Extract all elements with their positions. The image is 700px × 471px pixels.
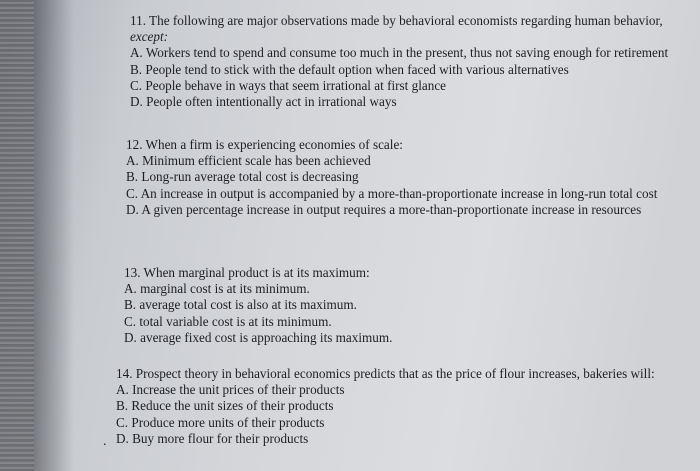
question-12-option-a[interactable]: A. Minimum efficient scale has been achieved bbox=[126, 153, 371, 169]
question-11-option-b[interactable]: B. People tend to stick with the default option when faced with various alternatives bbox=[130, 61, 569, 77]
question-11-option-d[interactable]: D. People often intentionally act in irrational ways bbox=[130, 94, 397, 110]
question-13-option-a[interactable]: A. marginal cost is at its minimum. bbox=[124, 281, 310, 297]
question-12-option-b[interactable]: B. Long-run average total cost is decreasing bbox=[126, 169, 359, 185]
question-12-option-c[interactable]: C. An increase in output is accompanied by a more-than-proportionate increase in long-run total cost bbox=[126, 185, 658, 201]
question-12-stem: 12. When a firm is experiencing economies of scale: bbox=[126, 137, 403, 152]
question-13-option-c[interactable]: C. total variable cost is at its minimum. bbox=[124, 313, 332, 329]
question-11-option-a[interactable]: A. Workers tend to spend and consume too much in the present, thus not saving enough for retirement bbox=[130, 45, 669, 61]
question-14-option-a[interactable]: A. Increase the unit prices of their products bbox=[116, 382, 345, 398]
exam-page bbox=[64, 0, 700, 471]
question-12-option-d[interactable]: D. A given percentage increase in output requires a more-than-proportionate increase in resources bbox=[126, 201, 642, 217]
question-14-stem: 14. Prospect theory in behavioral economics predicts that as the price of flour increases, bakeries will: bbox=[116, 366, 655, 381]
question-11-emphasis: except: bbox=[130, 29, 169, 45]
question-12 bbox=[126, 137, 684, 218]
question-14-option-c[interactable]: C. Produce more units of their products bbox=[116, 414, 325, 430]
question-13-option-d[interactable]: D. average fixed cost is approaching its maximum. bbox=[124, 329, 393, 345]
question-13-option-b[interactable]: B. average total cost is also at its maximum. bbox=[124, 297, 357, 313]
question-13 bbox=[124, 265, 664, 346]
question-14-option-b[interactable]: B. Reduce the unit sizes of their products bbox=[116, 398, 334, 414]
question-13-stem: 13. When marginal product is at its maximum: bbox=[124, 265, 370, 280]
question-11-option-c[interactable]: C. People behave in ways that seem irrational at first glance bbox=[130, 77, 447, 93]
question-11-stem bbox=[130, 13, 690, 45]
question-14 bbox=[116, 366, 694, 447]
pen-mark: . bbox=[103, 434, 107, 449]
question-14-option-d[interactable]: D. Buy more flour for their products bbox=[116, 430, 309, 446]
question-11-stem-text: 11. The following are major observations made by behavioral economists regarding human behavior, bbox=[130, 13, 663, 28]
binder-edge bbox=[0, 0, 34, 471]
question-11 bbox=[130, 13, 690, 110]
